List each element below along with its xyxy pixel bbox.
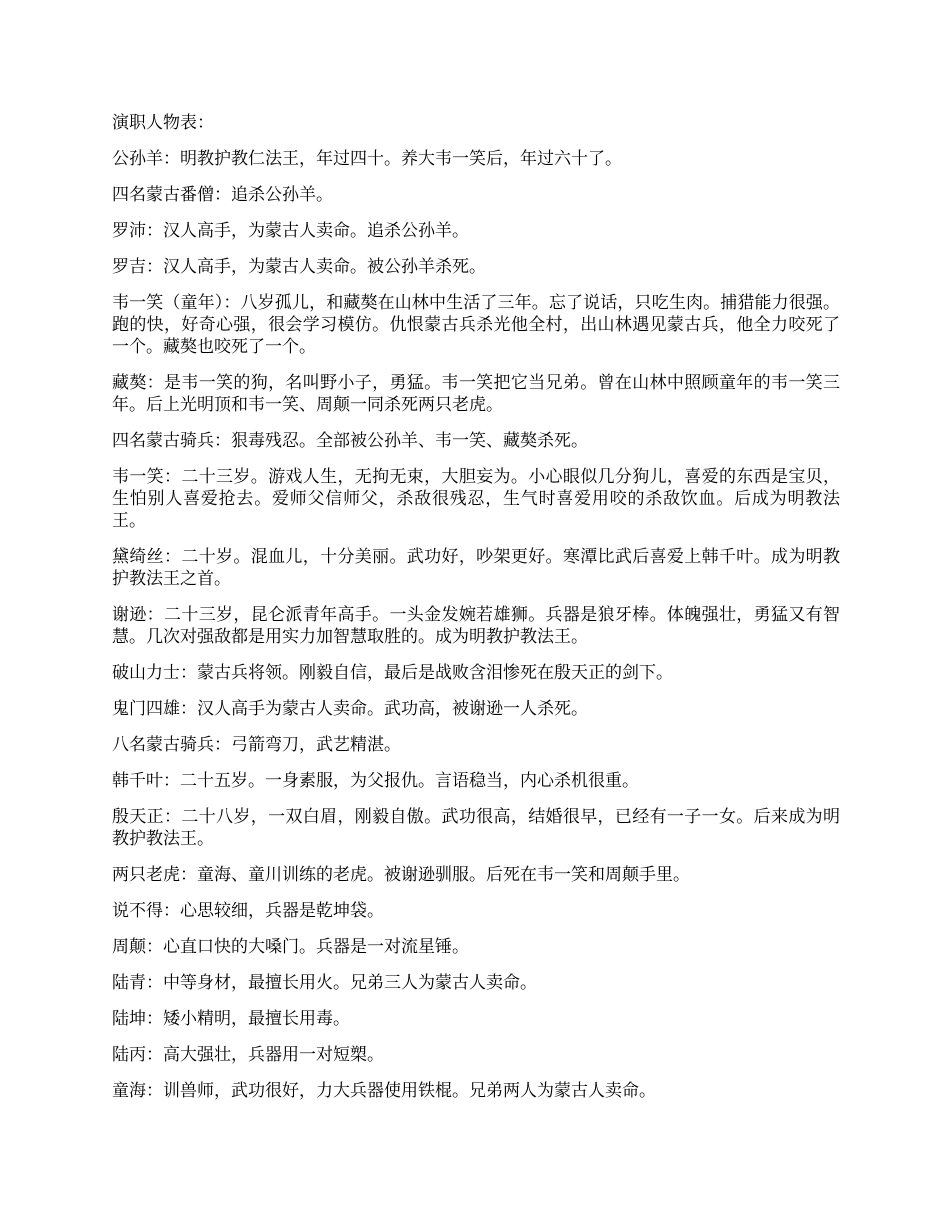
character-entry: 四名蒙古骑兵：狠毒残忍。全部被公孙羊、韦一笑、藏獒杀死。: [112, 431, 588, 451]
character-entry: 说不得：心思较细，兵器是乾坤袋。: [112, 901, 384, 921]
character-entry: 鬼门四雄：汉人高手为蒙古人卖命。武功高，被谢逊一人杀死。: [112, 699, 588, 719]
character-entry: 陆丙：高大强壮，兵器用一对短槊。: [112, 1045, 384, 1065]
character-entry: 韦一笑：二十三岁。游戏人生，无拘无束，大胆妄为。小心眼似几分狗儿，喜爱的东西是宝贝，生怕别人喜爱抢去。爱师父信师父，杀敌很残忍，生气时喜爱用咬的杀敌饮血。后成为明教法王。: [112, 467, 840, 531]
character-entry: 藏獒：是韦一笑的狗，名叫野小子，勇猛。韦一笑把它当兄弟。曾在山林中照顾童年的韦一笑三年。后上光明顶和韦一笑、周颠一同杀死两只老虎。: [112, 373, 840, 415]
character-entry: 周颠：心直口快的大嗓门。兵器是一对流星锤。: [112, 937, 469, 957]
character-entry: 陆青：中等身材，最擅长用火。兄弟三人为蒙古人卖命。: [112, 973, 537, 993]
character-entry: 陆坤：矮小精明，最擅长用毒。: [112, 1009, 350, 1029]
character-entry: 四名蒙古番僧：追杀公孙羊。: [112, 185, 333, 205]
character-entry: 罗沛：汉人高手，为蒙古人卖命。追杀公孙羊。: [112, 221, 469, 241]
document-page: [112, 112, 840, 1116]
character-entry: 韩千叶：二十五岁。一身素服，为父报仇。言语稳当，内心杀机很重。: [112, 771, 639, 791]
page-title: 演职人物表：: [112, 113, 214, 133]
character-entry: 两只老虎：童海、童川训练的老虎。被谢逊驯服。后死在韦一笑和周颠手里。: [112, 865, 690, 885]
character-entry: 韦一笑（童年）：八岁孤儿，和藏獒在山林中生活了三年。忘了说话，只吃生肉。捕猎能力很强。跑的快，好奇心强，很会学习模仿。仇恨蒙古兵杀光他全村，出山林遇见蒙古兵，他全力咬死了一个。藏獒也咬死了一个。: [112, 293, 840, 357]
character-entry: 谢逊：二十三岁，昆仑派青年高手。一头金发婉若雄狮。兵器是狼牙棒。体魄强壮，勇猛又有智慧。几次对强敌都是用实力加智慧取胜的。成为明教护教法王。: [112, 605, 840, 647]
character-entry: 殷天正：二十八岁，一双白眉，刚毅自傲。武功很高，结婚很早，已经有一子一女。后来成为明教护教法王。: [112, 807, 840, 849]
character-entry: 公孙羊：明教护教仁法王，年过四十。养大韦一笑后，年过六十了。: [112, 149, 622, 169]
character-entry: 童海：训兽师，武功很好，力大兵器使用铁棍。兄弟两人为蒙古人卖命。: [112, 1081, 656, 1101]
character-entry: 黛绮丝：二十岁。混血儿，十分美丽。武功好，吵架更好。寒潭比武后喜爱上韩千叶。成为明教护教法王之首。: [112, 547, 840, 589]
character-entry: 破山力士：蒙古兵将领。刚毅自信，最后是战败含泪惨死在殷天正的剑下。: [112, 663, 673, 683]
character-entry: 八名蒙古骑兵：弓箭弯刀，武艺精湛。: [112, 735, 401, 755]
character-entry: 罗吉：汉人高手，为蒙古人卖命。被公孙羊杀死。: [112, 257, 486, 277]
